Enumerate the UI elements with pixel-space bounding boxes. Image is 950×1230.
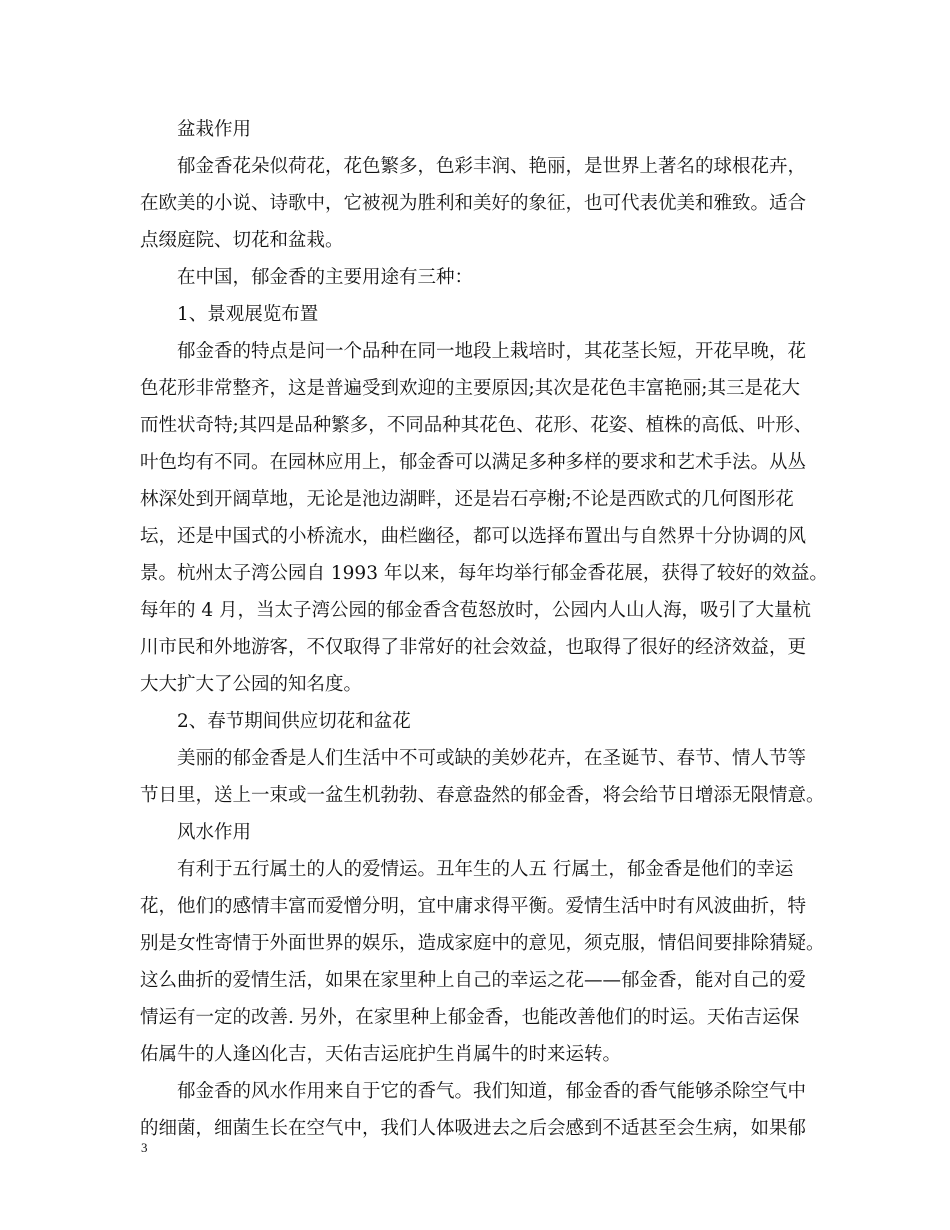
section-heading: 风水作用 bbox=[177, 822, 252, 843]
text-line: 而性状奇特;其四是品种繁多，不同品种其花色、花形、花姿、植株的高低、叶形、 bbox=[140, 415, 813, 436]
section-heading: 盆栽作用 bbox=[177, 119, 252, 140]
text-line: 郁金香花朵似荷花，花色繁多，色彩丰润、艳丽，是世界上著名的球根花卉， bbox=[177, 156, 807, 177]
text-line: 大大扩大了公园的知名度。 bbox=[140, 674, 363, 695]
text-line: 别是女性寄情于外面世界的娱乐，造成家庭中的意见，须克服，情侣间要排除猜疑。 bbox=[140, 933, 825, 954]
text-line: 川市民和外地游客，不仅取得了非常好的社会效益，也取得了很好的经济效益，更 bbox=[140, 637, 807, 658]
text-line: 花，他们的感情丰富而爱憎分明，宜中庸求得平衡。爱情生活中时有风波曲折，特 bbox=[140, 896, 807, 917]
list-heading: 2、春节期间供应切花和盆花 bbox=[177, 711, 411, 732]
text-line: 点缀庭院、切花和盆栽。 bbox=[140, 230, 344, 251]
text-line: 情运有一定的改善. 另外，在家里种上郁金香，也能改善他们的时运。天佑吉运保 bbox=[140, 1007, 800, 1028]
text-line: 这么曲折的爱情生活，如果在家里种上自己的幸运之花——郁金香，能对自己的爱 bbox=[140, 970, 807, 991]
text-line: 的细菌，细菌生长在空气中，我们人体吸进去之后会感到不适甚至会生病，如果郁 bbox=[140, 1118, 807, 1139]
text-line: 色花形非常整齐，这是普遍受到欢迎的主要原因;其次是花色丰富艳丽;其三是花大 bbox=[140, 378, 800, 399]
text-line: 林深处到开阔草地，无论是池边湖畔，还是岩石亭榭;不论是西欧式的几何图形花 bbox=[140, 489, 794, 510]
text-line: 佑属牛的人逢凶化吉，天佑吉运庇护生肖属牛的时来运转。 bbox=[140, 1044, 622, 1065]
text-line: 节日里，送上一束或一盆生机勃勃、春意盎然的郁金香，将会给节日增添无限情意。 bbox=[140, 785, 825, 806]
text-line: 每年的 4 月，当太子湾公园的郁金香含苞怒放时，公园内人山人海，吸引了大量杭 bbox=[140, 600, 812, 621]
text-line: 郁金香的特点是问一个品种在同一地段上栽培时，其花茎长短，开花早晚，花 bbox=[177, 341, 807, 362]
text-line: 在中国，郁金香的主要用途有三种： bbox=[177, 267, 474, 288]
text-line: 在欧美的小说、诗歌中，它被视为胜利和美好的象征，也可代表优美和雅致。适合 bbox=[140, 193, 807, 214]
text-line: 有利于五行属土的人的爱情运。丑年生的人五 行属土，郁金香是他们的幸运 bbox=[177, 859, 794, 880]
text-line: 景。杭州太子湾公园自 1993 年以来，每年均举行郁金香花展，获得了较好的效益。 bbox=[140, 563, 828, 584]
text-line: 郁金香的风水作用来自于它的香气。我们知道，郁金香的香气能够杀除空气中 bbox=[177, 1081, 807, 1102]
text-line: 美丽的郁金香是人们生活中不可或缺的美妙花卉，在圣诞节、春节、情人节等 bbox=[177, 748, 807, 769]
list-heading: 1、景观展览布置 bbox=[177, 304, 319, 325]
page-number: 3 bbox=[141, 1140, 148, 1155]
text-line: 叶色均有不同。在园林应用上，郁金香可以满足多种多样的要求和艺术手法。从丛 bbox=[140, 452, 807, 473]
text-line: 坛，还是中国式的小桥流水，曲栏幽径，都可以选择布置出与自然界十分协调的风 bbox=[140, 526, 807, 547]
